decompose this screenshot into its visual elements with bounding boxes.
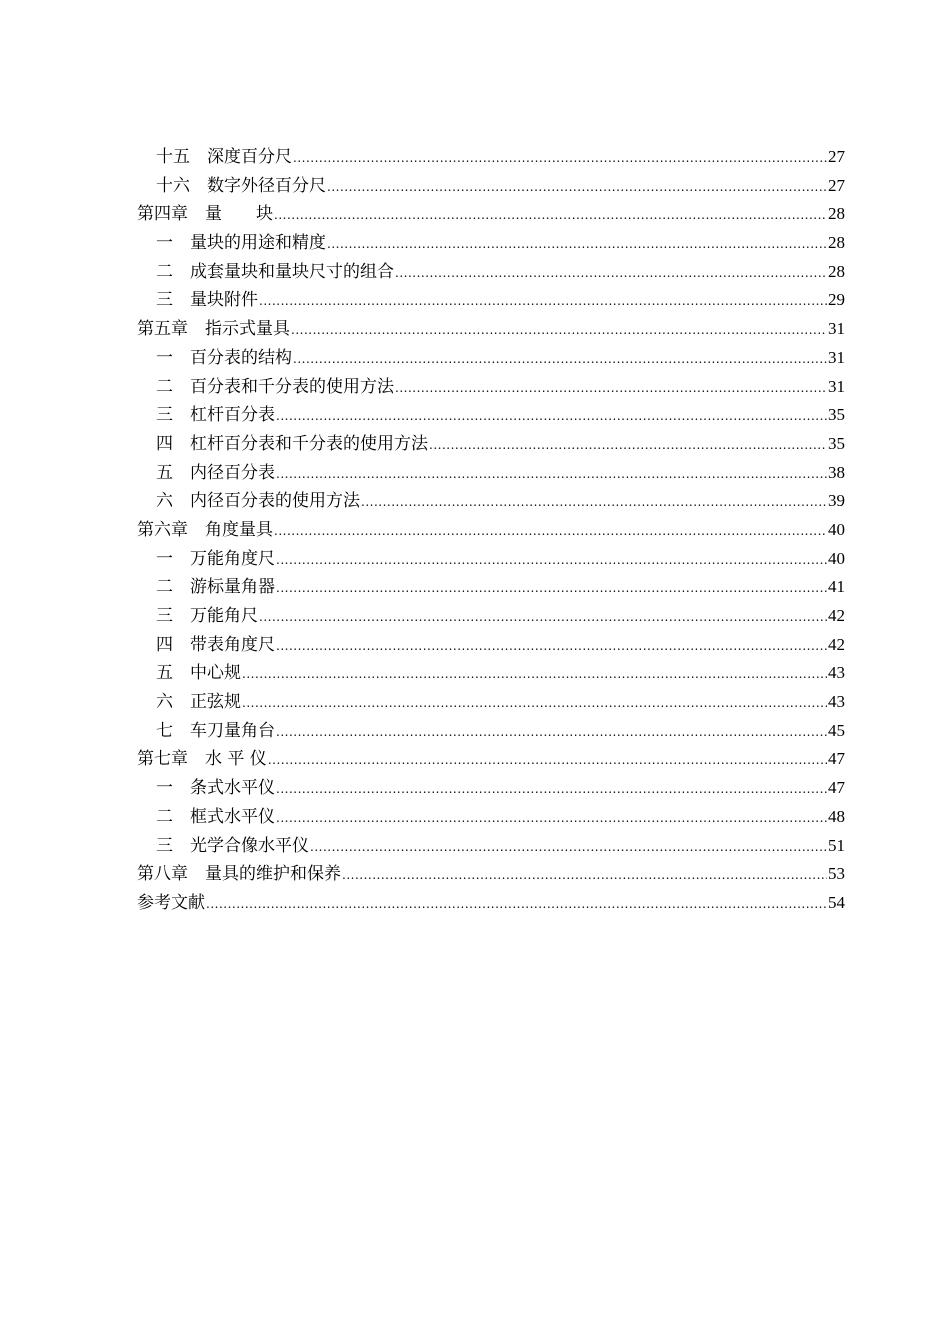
dot-leader: [293, 144, 827, 173]
dot-leader: [361, 488, 827, 517]
toc-entry-title: 六 内径百分表的使用方法: [156, 491, 360, 512]
toc-chapter-entry[interactable]: [137, 200, 845, 229]
toc-entry[interactable]: [137, 373, 845, 402]
dot-leader: [206, 890, 827, 919]
toc-entry[interactable]: [137, 143, 845, 172]
toc-entry-title: 三 量块附件: [156, 290, 258, 311]
toc-chapter-entry[interactable]: [137, 516, 845, 545]
toc-page-number: 54: [828, 892, 845, 912]
toc-entry[interactable]: [137, 459, 845, 488]
toc-entry-title: 第六章 角度量具: [137, 519, 273, 540]
dot-leader: [276, 775, 827, 804]
dot-leader: [268, 746, 827, 775]
toc-entry[interactable]: [137, 631, 845, 660]
table-of-contents: [137, 143, 845, 918]
toc-page-number: 40: [828, 548, 845, 568]
dot-leader: [259, 603, 827, 632]
toc-page-number: 48: [828, 806, 845, 826]
dot-leader: [276, 574, 827, 603]
toc-page-number: 29: [828, 290, 845, 310]
toc-page-number: 39: [828, 491, 845, 511]
toc-entry[interactable]: [137, 172, 845, 201]
toc-entry[interactable]: [137, 832, 845, 861]
dot-leader: [310, 833, 827, 862]
toc-entry[interactable]: [137, 659, 845, 688]
toc-page-number: 38: [828, 462, 845, 482]
toc-page-number: 31: [828, 319, 845, 339]
toc-page-number: 28: [828, 233, 845, 253]
toc-page-number: 28: [828, 204, 845, 224]
toc-entry[interactable]: [137, 487, 845, 516]
toc-entry-title: 第八章 量具的维护和保养: [137, 864, 341, 885]
toc-entry-title: 三 万能角尺: [156, 606, 258, 626]
toc-page-number: 42: [828, 606, 845, 625]
toc-entry[interactable]: [137, 229, 845, 258]
toc-page-number: 35: [828, 433, 845, 453]
toc-page-number: 28: [828, 261, 845, 281]
toc-entry-title: 二 框式水平仪: [156, 806, 275, 827]
dot-leader: [276, 632, 827, 661]
toc-entry[interactable]: [137, 774, 845, 803]
dot-leader: [274, 201, 827, 230]
toc-chapter-entry[interactable]: [137, 315, 845, 344]
dot-leader: [327, 173, 827, 202]
toc-chapter-entry[interactable]: [137, 889, 845, 918]
toc-entry[interactable]: [137, 573, 845, 602]
dot-leader: [276, 718, 827, 747]
dot-leader: [276, 460, 827, 489]
toc-entry-title: 一 万能角度尺: [156, 548, 275, 569]
toc-page-number: 43: [828, 692, 845, 712]
toc-entry[interactable]: [137, 803, 845, 832]
dot-leader: [327, 230, 827, 259]
dot-leader: [276, 546, 827, 575]
toc-entry[interactable]: [137, 286, 845, 315]
toc-entry-title: 一 百分表的结构: [156, 347, 292, 368]
toc-page-number: 42: [828, 634, 845, 654]
dot-leader: [429, 431, 827, 460]
toc-entry-title: 第七章 水 平 仪: [137, 749, 267, 770]
toc-chapter-entry[interactable]: [137, 860, 845, 889]
dot-leader: [276, 402, 827, 431]
toc-entry-title: 一 量块的用途和精度: [156, 233, 326, 254]
toc-entry-title: 七 车刀量角台: [156, 720, 275, 741]
toc-page-number: 35: [828, 405, 845, 425]
toc-page-number: 43: [828, 663, 845, 683]
dot-leader: [293, 345, 827, 374]
toc-entry[interactable]: [137, 688, 845, 717]
toc-page-number: 31: [828, 376, 845, 396]
toc-entry-title: 四 杠杆百分表和千分表的使用方法: [156, 433, 428, 454]
toc-chapter-entry[interactable]: [137, 745, 845, 774]
toc-entry[interactable]: [137, 258, 845, 287]
toc-entry-title: 五 内径百分表: [156, 462, 275, 483]
dot-leader: [242, 660, 827, 689]
toc-entry[interactable]: [137, 401, 845, 430]
toc-entry-title: 四 带表角度尺: [156, 634, 275, 655]
toc-entry-title: 五 中心规: [156, 663, 241, 684]
toc-entry[interactable]: [137, 545, 845, 574]
toc-entry-title: 二 成套量块和量块尺寸的组合: [156, 261, 394, 282]
toc-entry-title: 三 光学合像水平仪: [156, 835, 309, 856]
toc-page-number: 53: [828, 864, 845, 884]
toc-page-number: 40: [828, 519, 845, 539]
toc-entry-title: 十五 深度百分尺: [156, 147, 292, 167]
dot-leader: [242, 689, 827, 718]
dot-leader: [259, 287, 827, 316]
toc-entry-title: 第五章 指示式量具: [137, 319, 290, 340]
toc-page-number: 45: [828, 720, 845, 740]
dot-leader: [291, 316, 827, 345]
toc-entry[interactable]: [137, 430, 845, 459]
toc-page-number: 27: [828, 147, 845, 166]
dot-leader: [342, 861, 827, 890]
toc-page-number: 51: [828, 835, 845, 855]
toc-entry-title: 一 条式水平仪: [156, 778, 275, 799]
toc-entry-title: 六 正弦规: [156, 692, 241, 713]
dot-leader: [395, 259, 827, 288]
toc-entry[interactable]: [137, 602, 845, 631]
dot-leader: [276, 804, 827, 833]
toc-entry-title: 二 游标量角器: [156, 577, 275, 598]
toc-page-number: 47: [828, 778, 845, 798]
dot-leader: [395, 374, 827, 403]
toc-entry[interactable]: [137, 717, 845, 746]
dot-leader: [274, 517, 827, 546]
toc-entry[interactable]: [137, 344, 845, 373]
toc-entry-title: 十六 数字外径百分尺: [156, 175, 326, 196]
toc-page-number: 31: [828, 347, 845, 367]
toc-page-number: 41: [828, 577, 845, 597]
toc-entry-title: 第四章 量 块: [137, 204, 273, 225]
toc-entry-title: 二 百分表和千分表的使用方法: [156, 376, 394, 397]
toc-page-number: 27: [828, 175, 845, 195]
toc-entry-title: 参考文献: [137, 892, 205, 913]
toc-page-number: 47: [828, 749, 845, 769]
toc-entry-title: 三 杠杆百分表: [156, 405, 275, 426]
